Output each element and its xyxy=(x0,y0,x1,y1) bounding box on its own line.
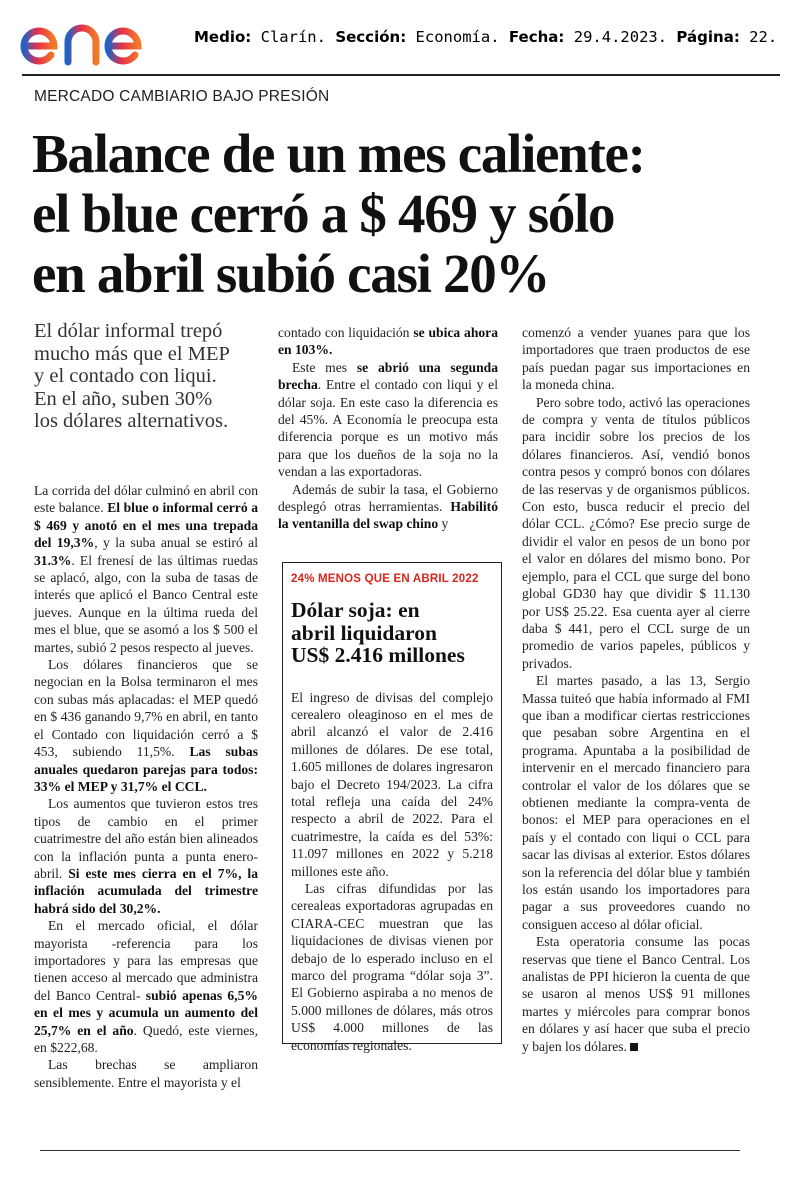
article-kicker: MERCADO CAMBIARIO BAJO PRESIÓN xyxy=(34,88,330,105)
fecha-value: 29.4.2023. xyxy=(573,28,668,46)
medio-value: Clarín. xyxy=(260,28,326,46)
body-paragraph: La corrida del dólar culminó en abril con este balance. El blue o informal cerró a $ 469 y anotó en el mes una trepada del 19,3%, y la suba anual se estiró al 31.3%. El frenesí de las últimas ruedas se aplacó, algo, con la suba de tasas de interés que aplicó el Banco Central este jueves. Aunque en la última rueda del mes el blue, que se asomó a los $ 500 el martes, subió 2 pesos respecto al jueves. xyxy=(34,483,258,655)
pagina-label: Página: xyxy=(676,28,740,46)
box-title-line: Dólar soja: en xyxy=(291,598,420,622)
body-paragraph: Además de subir la tasa, el Gobierno desplegó otras herramientas. Habilitó la ventanilla del swap chino y xyxy=(278,481,498,532)
article-column-2 xyxy=(278,324,498,533)
body-paragraph: Los dólares financieros que se negocian en la Bolsa terminaron el mes con subas más aplacadas: el MEP quedó en $ 436 ganando 9,7% en abril, en tanto el Contado con liquidación cerró a $ 453, subiendo 11,5%. Las subas anuales quedaron parejas para todos: 33% el MEP y 31,7% el CCL. xyxy=(34,657,258,794)
box-title xyxy=(291,599,493,667)
deck-line: mucho más que el MEP xyxy=(34,342,230,365)
body-paragraph: Pero sobre todo, activó las operaciones de compra y venta de títulos públicos para incidir sobre los precios de los dólares financieros. Así, vendió bonos contra pesos y compró bonos con dólares de las reservas y de organismos públicos. Con esto, busca reducir el precio del dólar CCL. ¿Cómo? Ese precio surge de dividir el valor en pesos de un bono por el valor en dólares del mismo bono. Por ejemplo, para el CCL que surge del bono global GD30 hay que dividir $ 11.130 por US$ 25.22. Esa cuenta ayer al cierre daba $ 441, pero el CCL surge de un promedio de varios papeles, públicos y privados. xyxy=(522,394,750,671)
clipping-header xyxy=(0,0,800,78)
box-title-line: abril liquidaron xyxy=(291,620,437,645)
header-divider xyxy=(22,74,780,76)
medio-label: Medio: xyxy=(194,28,252,46)
body-paragraph: comenzó a vender yuanes para que los importadores que traen productos de ese país puedan pagar sus importaciones en la moneda china. xyxy=(522,325,750,393)
pagina-value: 22. xyxy=(749,28,778,46)
article-deck xyxy=(34,320,266,433)
body-paragraph: Los aumentos que tuvieron estos tres tipos de cambio en el primer cuatrimestre del año están bien alineados con la inflación punta a punta enero-abril. Si este mes cierra en el 7%, la inflación acumulada del trimestre habrá sido del 30,2%. xyxy=(34,796,258,916)
fecha-label: Fecha: xyxy=(508,28,565,46)
headline-line: en abril subió casi 20% xyxy=(32,243,550,304)
body-paragraph: contado con liquidación se ubica ahora en 103%. xyxy=(278,325,499,358)
article-column-3 xyxy=(522,324,750,1055)
deck-line: En el año, suben 30% xyxy=(34,387,213,410)
sidebar-box xyxy=(282,562,502,1053)
box-paragraph: El ingreso de divisas del complejo cerealero oleaginoso en el mes de abril alcanzó el valor de 2.416 millones de dólares. De ese total, 1.605 millones de dolares ingresaron bajo el Decreto 194/2023. La cifra total refleja una caída del 24% respecto a abril de 2022. Para el cuatrimestre, la caída es del 53%: 11.097 millones en 2022 y 5.218 millones este año. xyxy=(291,689,493,879)
headline-line: el blue cerró a $ 469 y sólo xyxy=(32,183,615,244)
deck-line: El dólar informal trepó xyxy=(34,320,223,342)
seccion-label: Sección: xyxy=(335,28,407,46)
headline-line: Balance de un mes caliente: xyxy=(32,123,645,184)
body-paragraph: El martes pasado, a las 13, Sergio Massa tuiteó que había informado al FMI que iban a modificar ciertas restricciones que pesaban sobre Argentina en el programa. Apuntaba a la posibilidad de intervenir en el mercado financiero para controlar el valor de los dólares que se obtienen mediante la compra-venta de bonos: el MEP para operaciones en el país y el contado con liqui o CCL para sacar las divisas al exterior. Estos dólares son la referencia del dólar blue y también los están usando los importadores para pagar a sus proveedores cuando no consiguen acceso al dólar oficial. xyxy=(522,673,750,932)
seccion-value: Economía. xyxy=(415,28,500,46)
clipping-meta xyxy=(194,28,777,46)
end-of-article-mark xyxy=(630,1043,638,1051)
body-paragraph: Esta operatoria consume las pocas reservas que tiene el Banco Central. Los analistas de PPI hicieron la cuenta de que se usaron al menos US$ 91 millones martes y miércoles para comprar bonos en dólares y así hacer que suba el precio y bajen los dólares. xyxy=(522,934,750,1054)
body-paragraph: Las brechas se ampliaron sensiblemente. Entre el mayorista y el xyxy=(34,1057,258,1090)
body-paragraph: Este mes se abrió una segunda brecha. Entre el contado con liqui y el dólar soja. En este caso la diferencia es del 45%. A Economía le preocupa esta diferencia porque es un motivo más para que los dueños de la soja no la vendan a las exportadoras. xyxy=(278,359,498,480)
box-kicker: 24% MENOS QUE EN ABRIL 2022 xyxy=(291,573,479,585)
box-title-line: US$ 2.416 millones xyxy=(291,643,465,667)
deck-line: los dólares alternativos. xyxy=(34,410,229,432)
box-body xyxy=(291,689,493,1055)
enel-logo xyxy=(18,6,183,66)
body-paragraph: En el mercado oficial, el dólar mayorista -referencia para los importadores y para las empresas que tienen acceso al mercado que administra del Banco Central- subió apenas 6,5% en el mes y acumula un aumento del 25,7% en el año. Quedó, este viernes, en $222,68. xyxy=(34,918,258,1055)
box-paragraph: Las cifras difundidas por las cerealeas exportadoras agrupadas en CIARA-CEC muestran que las liquidaciones de divisas vienen por debajo de lo esperado incluso en el marco del programa “dólar soja 3”. El Gobierno aspiraba a no menos de 5.000 millones de dólares, más otros US$ 4.000 millones de las economías regionales. xyxy=(291,880,493,1053)
footer-divider xyxy=(40,1150,740,1151)
article-column-1 xyxy=(34,482,258,1091)
article-headline xyxy=(32,124,772,304)
deck-line: y el contado con liqui. xyxy=(34,365,217,387)
